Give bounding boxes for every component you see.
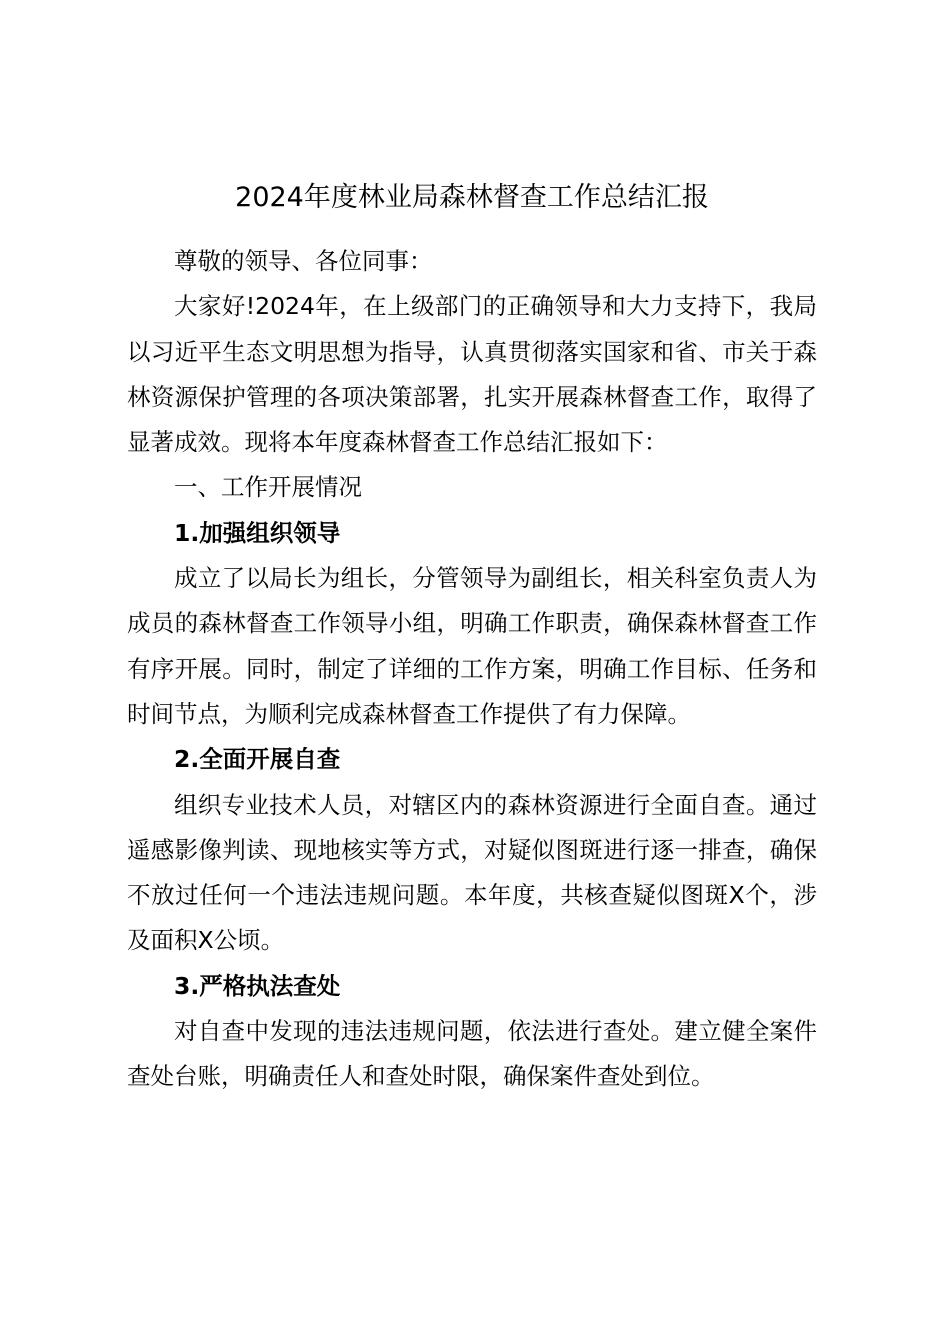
subsection-heading: 3.严格执法查处 <box>174 971 341 1000</box>
document-body <box>127 239 817 1100</box>
paragraph: 组织专业技术人员，对辖区内的森林资源进行全面自查。通过遥感影像判读、现地核实等方式，对疑似图斑进行逐一排查，确保不放过任何一个违法违规问题。本年度，共核查疑似图斑X个，涉及面积X公顷。 <box>127 790 817 955</box>
salutation: 尊敬的领导、各位同事： <box>174 247 433 275</box>
section-heading: 一、工作开展情况 <box>174 473 362 502</box>
document-title: 2024年度林业局森林督查工作总结汇报 <box>235 182 709 213</box>
paragraph: 成立了以局长为组长，分管领导为副组长，相关科室负责人为成员的森林督查工作领导小组，明确工作职责，确保森林督查工作有序开展。同时，制定了详细的工作方案，明确工作目标、任务和时间节点，为顺利完成森林督查工作提供了有力保障。 <box>127 564 817 728</box>
paragraph: 对自查中发现的违法违规问题，依法进行查处。建立健全案件查处台账，明确责任人和查处时限，确保案件查处到位。 <box>127 1017 817 1091</box>
intro-paragraph: 大家好!2024年，在上级部门的正确领导和大力支持下，我局以习近平生态文明思想为指导，认真贯彻落实国家和省、市关于森林资源保护管理的各项决策部署，扎实开展森林督查工作，取得了显著成效。现将本年度森林督查工作总结汇报如下： <box>127 292 817 457</box>
subsection-heading: 1.加强组织领导 <box>174 518 341 547</box>
subsection-heading: 2.全面开展自查 <box>174 745 341 774</box>
